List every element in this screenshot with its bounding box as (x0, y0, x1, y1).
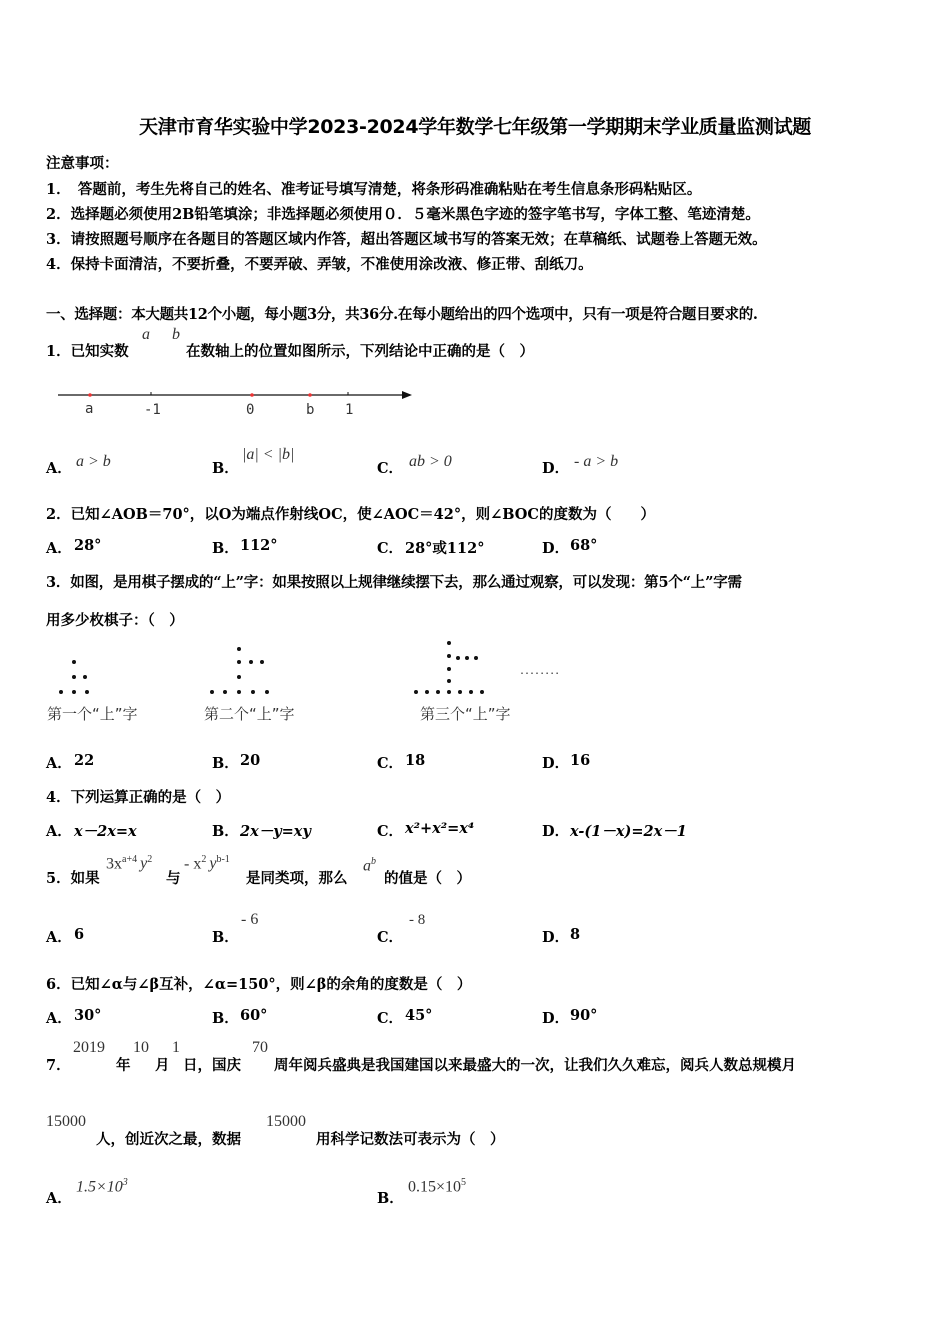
option-label: A． (46, 1010, 72, 1027)
number-line-arrow (402, 391, 412, 399)
page-title: 天津市育华实验中学2023-2024学年数学七年级第一学期期末学业质量监测试题 (139, 116, 811, 138)
option-label: B． (212, 823, 239, 840)
q7-year-unit: 年 (116, 1057, 131, 1074)
number-line (50, 385, 420, 415)
option-expr: $0.15\times 10^5$ (408, 1177, 467, 1196)
section-heading: 一、选择题：本大题共12个小题，每小题3分，共36分.在每小题给出的四个选项中，只有一项是符合题目要求的. (46, 306, 758, 323)
option-text: 28° (74, 537, 102, 554)
notice-item: 4．保持卡面清洁，不要折叠，不要弄破、弄皱，不准使用涂改液、修正带、刮纸刀。 (46, 256, 593, 273)
question-6-text: 6．已知∠α与∠β互补，∠α=150°，则∠β的余角的度数是（ ） (46, 976, 472, 993)
option-expr: $1.5\times 10^3$ (76, 1177, 128, 1196)
option-label: C． (377, 929, 404, 946)
question-7-line2-tail: 用科学记数法可表示为（ ） (316, 1131, 505, 1148)
option-text: x²+x²=x⁴ (405, 820, 475, 837)
q7-number-1: 15000 (46, 1113, 86, 1130)
question-1-text: 在数轴上的位置如图所示，下列结论中正确的是（ ） (186, 343, 534, 360)
option-text: - 6 (241, 911, 259, 928)
question-3-line2: 用多少枚棋子：（ ） (46, 612, 184, 629)
nl-label-minus-one: -1 (144, 402, 161, 418)
option-label: D． (542, 755, 570, 772)
option-label: D． (542, 1010, 570, 1027)
option-expr: ab > 0 (409, 453, 452, 470)
question-5-text: 是同类项，那么 (246, 870, 348, 887)
q7-day-text: 日，国庆 (183, 1057, 241, 1074)
question-1-prefix: 1．已知实数 (46, 343, 129, 360)
question-5-prefix: 5．如果 (46, 870, 100, 887)
option-text: 2x－y=xy (240, 823, 311, 840)
notice-item: 3．请按照题号顺序在各题目的答题区域内作答，超出答题区域书写的答案无效；在草稿纸、试题卷上答题无效。 (46, 231, 767, 248)
question-3-line1: 3．如图，是用棋子摆成的“上”字：如果按照以上规律继续摆下去，那么通过观察，可以发现：第5个“上”字需 (46, 574, 742, 591)
q5-connector: 与 (166, 870, 181, 887)
figure-ellipsis: ........ (519, 666, 560, 677)
option-text: 28°或112° (405, 540, 485, 557)
figure-caption-2: 第二个“上”字 (204, 705, 295, 723)
option-text: 8 (570, 926, 581, 943)
point-b-marker (308, 393, 312, 397)
q5-term-3: $a^b$ (363, 856, 376, 875)
option-label: A． (46, 755, 72, 772)
option-label: C． (377, 823, 404, 840)
option-label: A． (46, 823, 72, 840)
figure-caption-3: 第三个“上”字 (420, 705, 511, 723)
option-text: 20 (240, 752, 261, 769)
option-expr: - a > b (574, 453, 619, 470)
option-text: 18 (405, 752, 426, 769)
option-label: A． (46, 929, 72, 946)
option-label: A． (46, 540, 72, 557)
option-text: 68° (570, 537, 598, 554)
option-label: B． (377, 1190, 404, 1207)
option-text: 90° (570, 1007, 598, 1024)
option-label: B． (212, 1010, 239, 1027)
option-text: 112° (240, 537, 278, 554)
q7-month: 10 (133, 1039, 149, 1056)
option-label: A． (46, 1190, 72, 1207)
option-text: 6 (74, 926, 85, 943)
q5-term-2: - $x^2$ $y^{b-1}$ (184, 854, 230, 873)
figure-caption-1: 第一个“上”字 (47, 705, 138, 723)
q7-anniversary: 70 (252, 1039, 268, 1056)
option-text: 45° (405, 1007, 433, 1024)
option-text: 22 (74, 752, 95, 769)
q7-month-unit: 月 (155, 1057, 170, 1074)
option-label: B． (212, 929, 239, 946)
q7-number-2: 15000 (266, 1113, 306, 1130)
nl-label-b: b (306, 402, 315, 418)
option-label: C． (377, 460, 404, 477)
option-label: D． (542, 929, 570, 946)
question-4-text: 4．下列运算正确的是（ ） (46, 789, 231, 806)
option-label: B． (212, 460, 239, 477)
option-text: 60° (240, 1007, 268, 1024)
option-text: x－2x=x (74, 823, 137, 840)
option-expr: |a| < |b| (242, 446, 295, 463)
notice-item: 2．选择题必须使用2B铅笔填涂；非选择题必须使用０．５毫米黑色字迹的签字笔书写，字体工整、笔迹清楚。 (46, 206, 760, 223)
nl-label-one: 1 (345, 402, 354, 418)
option-text: x-(1－x)=2x－1 (570, 823, 687, 840)
question-7-line2-mid: 人，创近次之最，数据 (96, 1131, 241, 1148)
notice-heading: 注意事项： (46, 155, 119, 172)
question-5-tail: 的值是（ ） (384, 870, 471, 887)
question-7-number: 7． (46, 1057, 71, 1074)
q7-year: 2019 (73, 1039, 105, 1056)
question-2-text: 2．已知∠AOB＝70°，以O为端点作射线OC，使∠AOC＝42°，则∠BOC的度数为（ ） (46, 506, 655, 523)
q7-day: 1 (172, 1039, 180, 1056)
option-label: A． (46, 460, 72, 477)
option-label: D． (542, 823, 570, 840)
q1-var-a: a (142, 326, 150, 343)
nl-label-zero: 0 (246, 402, 255, 418)
option-label: C． (377, 755, 404, 772)
notice-item: 1． 答题前，考生先将自己的姓名、准考证号填写清楚，将条形码准确粘贴在考生信息条形码粘贴区。 (46, 181, 702, 198)
option-label: C． (377, 540, 404, 557)
option-expr: a > b (76, 453, 111, 470)
option-label: D． (542, 460, 570, 477)
option-label: B． (212, 755, 239, 772)
option-label: D． (542, 540, 570, 557)
option-label: B． (212, 540, 239, 557)
option-text: 30° (74, 1007, 102, 1024)
q5-term-1: $3x^{a+4}$ $y^2$ (106, 854, 153, 873)
nl-label-a: a (85, 401, 94, 417)
option-label: C． (377, 1010, 404, 1027)
tick-zero-marker (250, 393, 254, 397)
option-text: - 8 (409, 912, 426, 928)
q1-var-b: b (172, 326, 180, 343)
option-text: 16 (570, 752, 591, 769)
point-a-marker (88, 393, 92, 397)
question-7-line1: 周年阅兵盛典是我国建国以来最盛大的一次，让我们久久难忘，阅兵人数总规模月 (274, 1057, 796, 1074)
